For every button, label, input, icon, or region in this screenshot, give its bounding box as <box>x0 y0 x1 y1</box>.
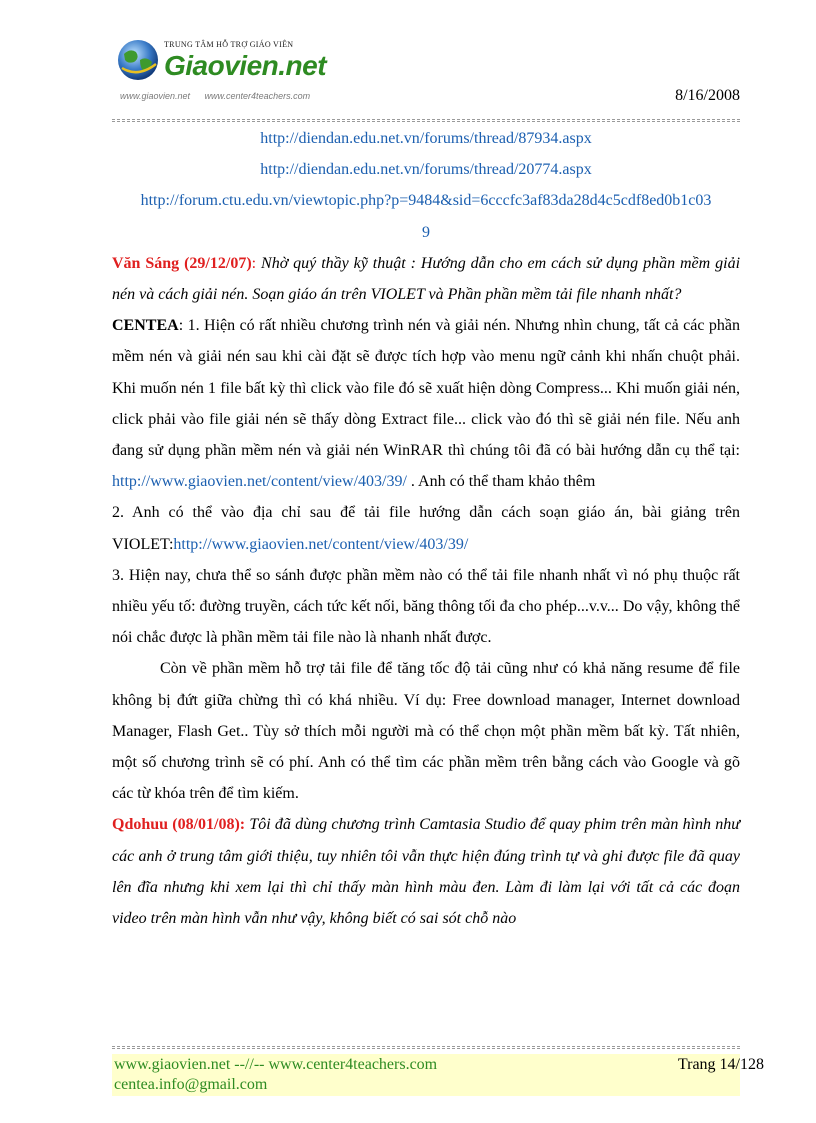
question-2-text: Tôi đã dùng chương trình Camtasia Studio để quay phim trên màn hình như các anh ở trung tâm giới thiệu, tuy nhiên tôi vẫn thực hiện đúng trình tự và ghi được file đã quay lên đĩa nhưng khi xem lại thì chỉ thấy màn hình màu đen. Làm đi làm lại với tất cả các đoạn video trên màn hình vẫn như vậy, không biết có sai sót chỗ nào <box>112 816 740 928</box>
header-divider <box>112 119 740 120</box>
giaovien-logo <box>112 36 352 106</box>
link-line-2 <box>112 154 740 185</box>
logo-tagline: TRUNG TÂM HỖ TRỢ GIÁO VIÊN <box>164 40 294 49</box>
page-footer <box>112 1054 764 1096</box>
answer-1-para-2 <box>112 497 740 559</box>
document-body <box>112 123 740 934</box>
answer-1-para-1 <box>112 310 740 497</box>
forum-link-3[interactable]: http://forum.ctu.edu.vn/viewtopic.php?p=9484&sid=6cccfc3af83da28d4c5cdf8ed0b1c03 <box>140 192 712 210</box>
forum-link-2[interactable]: http://diendan.edu.net.vn/forums/thread/20774.aspx <box>260 161 592 179</box>
logo-urls: www.giaovien.net www.center4teachers.com <box>120 91 311 101</box>
answer-1-para-4: Còn về phần mềm hỗ trợ tải file để tăng tốc độ tải cũng như có khả năng resume để file không bị đứt giữa chừng thì có khá nhiều. Ví dụ: Free download manager, Internet download Manager, Flash Get.. Tùy sở thích mỗi người mà có thể chọn một phần mềm bất kỳ. Tất nhiên, một số chương trình sẽ có phí. Anh có thể tìm các phần mềm trên bằng cách vào Google và gõ các từ khóa trên để tìm kiếm. <box>112 660 740 803</box>
logo-brand-text: Giaovien.net <box>164 50 327 81</box>
question-2-author: Qdohuu (08/01/08): <box>112 816 246 834</box>
footer-email[interactable]: centea.info@gmail.com <box>114 1076 268 1093</box>
violet-guide-link[interactable]: http://www.giaovien.net/content/view/403/39/ <box>173 535 469 553</box>
forum-link-1[interactable]: http://diendan.edu.net.vn/forums/thread/87934.aspx <box>260 130 592 147</box>
question-1-text: Nhờ quý thầy kỹ thuật : Hướng dẫn cho em cách sử dụng phần mềm giải nén và cách giải nén. Soạn giáo án trên VIOLET và Phần phần mềm tải file nhanh nhất? <box>112 254 741 304</box>
question-1 <box>112 248 740 310</box>
answer-1-author: CENTEA <box>112 317 179 335</box>
link-line-3 <box>112 185 740 216</box>
globe-icon <box>116 38 160 82</box>
answer-1-tail: . Anh có thể tham khảo thêm <box>406 473 596 491</box>
answer-1-para-3: 3. Hiện nay, chưa thể so sánh được phần mềm nào có thể tải file nhanh nhất vì nó phụ thuộc rất nhiều yếu tố: đường truyền, cách tức kết nối, băng thông tối đa cho phép...v.v... Do vậy, không thể nói chắc được là phần mềm tải file nào là nhanh nhất được. <box>112 566 740 647</box>
footer-divider <box>112 1046 740 1047</box>
link-line-1 <box>112 123 740 154</box>
forum-link-3-tail[interactable]: 9 <box>422 223 430 241</box>
answer-1-text: : 1. Hiện có rất nhiều chương trình nén và giải nén. Nhưng nhìn chung, tất cả các phần mềm nén và giải nén sau khi cài đặt sẽ được tích hợp vào menu ngữ cảnh khi nhấn chuột phải. Khi muốn nén 1 file bất kỳ thì click vào file đó sẽ xuất hiện dòng Compress... Khi muốn giải nén, click phải vào file giải nén sẽ thấy dòng Extract file... click vào đó thì sẽ giải nén file. Nếu anh đang sử dụng phần mềm nén và giải nén WinRAR thì chúng tôi đã có bài hướng dẫn cụ thể tại: <box>112 317 740 460</box>
page-header <box>112 36 740 108</box>
answer-2-text: 2. Anh có thể vào địa chỉ sau để tải file hướng dẫn cách soạn giáo án, bài giảng trên VIOLET: <box>112 504 740 553</box>
question-2 <box>112 809 740 934</box>
footer-sites[interactable]: www.giaovien.net --//-- www.center4teachers.com <box>114 1056 438 1073</box>
link-line-3-cont <box>112 217 740 248</box>
winrar-guide-link[interactable]: http://www.giaovien.net/content/view/403/39/ <box>112 473 407 491</box>
header-date: 8/16/2008 <box>675 87 740 104</box>
header-divider-2 <box>112 121 740 122</box>
question-1-colon: : <box>251 254 257 272</box>
question-1-author: Văn Sáng (29/12/07) <box>112 254 252 272</box>
page-number: Trang 14/128 <box>677 1056 764 1073</box>
footer-divider-2 <box>112 1048 740 1049</box>
